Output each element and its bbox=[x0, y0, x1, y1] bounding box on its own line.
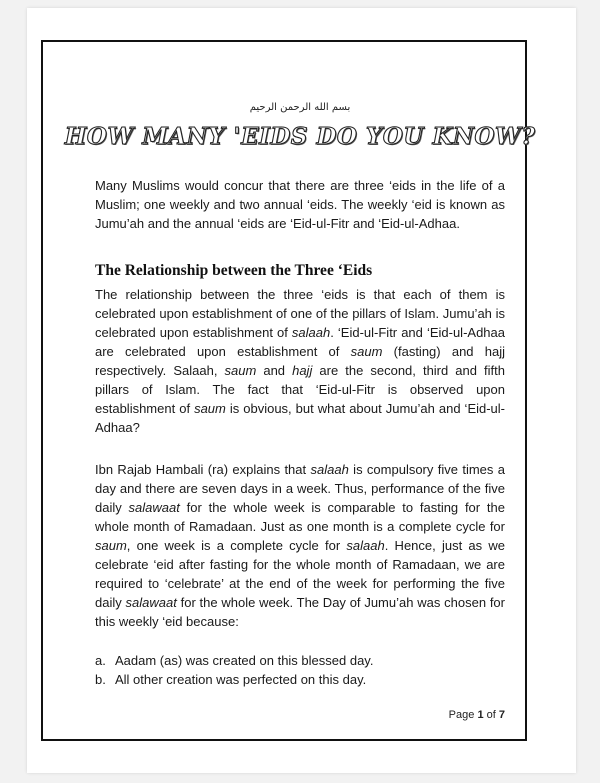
text-run: for the whole week is comparable to fasting for the whole month of Ramadaan. Just as one month is a complete cycle for bbox=[95, 500, 505, 534]
list-item-text: All other creation was perfected on this day. bbox=[115, 672, 367, 687]
italic-term: salawaat bbox=[128, 500, 180, 515]
reasons-list bbox=[95, 651, 505, 689]
list-marker: a. bbox=[95, 653, 106, 668]
page-number: 1 bbox=[477, 709, 484, 721]
text-run: , one week is a complete cycle for bbox=[126, 538, 347, 553]
list-item-text: Aadam (as) was created on this blessed day. bbox=[115, 653, 374, 668]
relationship-paragraph bbox=[95, 285, 505, 437]
italic-term: salawaat bbox=[125, 595, 177, 610]
explanation-paragraph bbox=[95, 460, 505, 631]
text-run: are the second, third and fifth pillars of Islam. The fact that ‘Eid-ul-Fitr is observed upon establishment of bbox=[95, 363, 505, 416]
text-run: Ibn Rajab Hambali (ra) explains that bbox=[95, 462, 311, 477]
italic-term: saum bbox=[224, 363, 257, 378]
list-marker: b. bbox=[95, 672, 106, 687]
text-run: is compulsory five times a day and there are seven days in a week. Thus, performance of the five daily bbox=[95, 462, 505, 515]
italic-term: saum bbox=[95, 538, 127, 553]
page-total: 7 bbox=[498, 709, 505, 721]
text-run: The relationship between the three ‘eids is that each of them is celebrated upon establishment of one of the pillars of Islam. Jumu’ah is celebrated upon establishment of bbox=[95, 287, 505, 340]
italic-term: saum bbox=[194, 401, 226, 416]
basmala-text: بسم الله الرحمن الرحيم bbox=[249, 102, 351, 113]
italic-term: saum bbox=[350, 344, 383, 359]
list-item bbox=[95, 651, 505, 670]
intro-paragraph: Many Muslims would concur that there are three ‘eids in the life of a Muslim; one weekly and two annual ‘eids. The weekly ‘eid is known as Jumu’ah and the annual ‘eids are ‘Eid-ul-Fitr and ‘Eid-ul-Adhaa. bbox=[95, 178, 505, 231]
of-label: of bbox=[486, 709, 496, 721]
text-run: . ‘Eid-ul-Fitr and ‘Eid-ul-Adhaa are celebrated upon establishment of bbox=[95, 325, 505, 359]
document-title: HOW MANY 'EIDS DO YOU KNOW? bbox=[64, 123, 536, 150]
italic-term: hajj bbox=[292, 363, 313, 378]
page-label: Page bbox=[448, 709, 475, 721]
text-run: and bbox=[256, 363, 293, 378]
text-run: for the whole week. The Day of Jumu’ah was chosen for this weekly ‘eid because: bbox=[95, 595, 505, 629]
section-heading: The Relationship between the Three ‘Eids bbox=[95, 262, 373, 279]
text-run: . Hence, just as we celebrate ‘eid after fasting for the whole month of Ramadaan, we are required to ‘celebrate’ at the end of the week for performing the five daily bbox=[95, 538, 505, 610]
text-run: is obvious, but what about Jumu’ah and ‘Eid-ul-Adhaa? bbox=[95, 401, 506, 435]
text-run: (fasting) and hajj respectively. Salaah, bbox=[95, 344, 505, 378]
page-number-footer bbox=[380, 709, 505, 721]
italic-term: salaah bbox=[346, 538, 385, 553]
list-item bbox=[95, 670, 505, 689]
italic-term: salaah bbox=[291, 325, 331, 340]
italic-term: salaah bbox=[310, 462, 349, 477]
